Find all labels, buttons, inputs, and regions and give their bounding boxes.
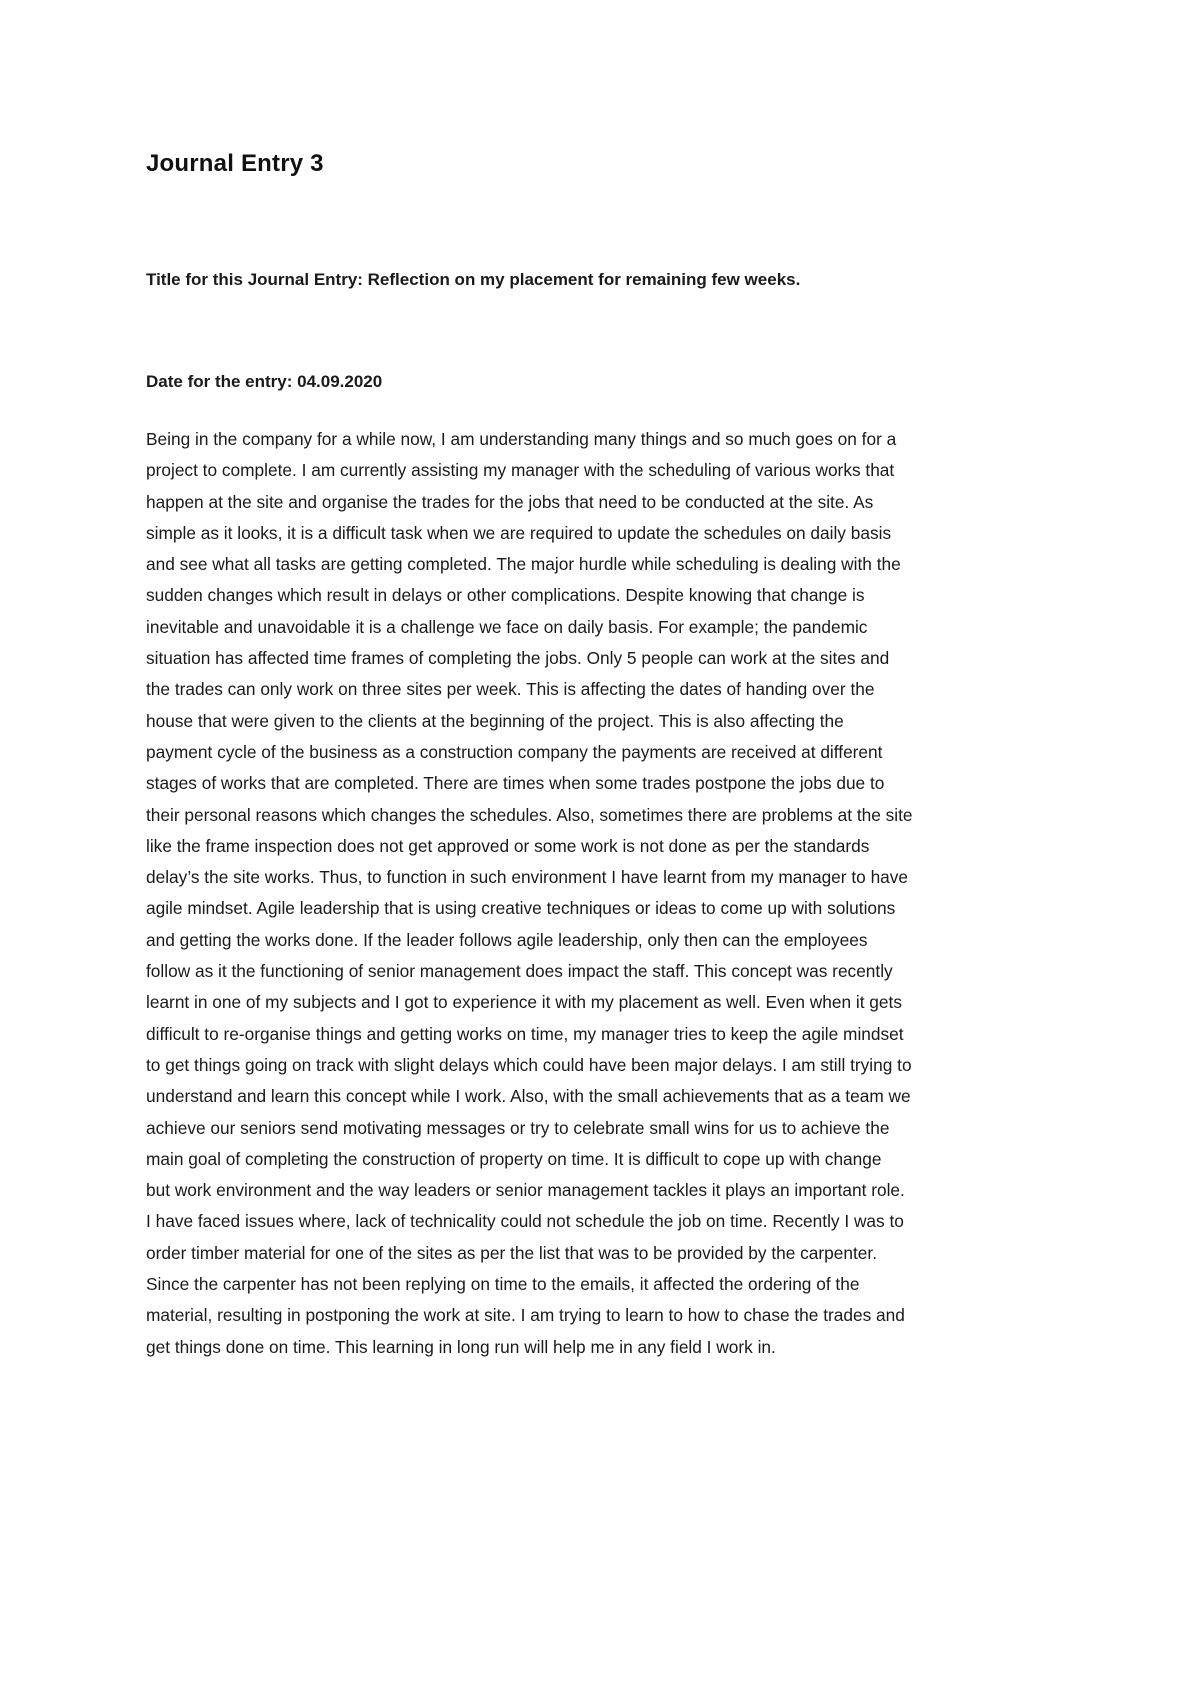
body-text-line: and getting the works done. If the leader follows agile leadership, only then can the employees [146,929,868,950]
journal-date-line: Date for the entry: 04.09.2020 [146,372,383,391]
body-text-line: material, resulting in postponing the work at site. I am trying to learn to how to chase the trades and [146,1305,905,1326]
body-text-line: sudden changes which result in delays or other complications. Despite knowing that change is [146,585,865,606]
body-text-line: Being in the company for a while now, I am understanding many things and so much goes on for a [146,429,897,449]
body-text-line: main goal of completing the construction of property on time. It is difficult to cope up with change [146,1148,882,1169]
journal-body-paragraph [146,424,1066,1363]
body-text-line: their personal reasons which changes the schedules. Also, sometimes there are problems at the site [146,804,913,825]
body-text-line: achieve our seniors send motivating messages or try to celebrate small wins for us to achieve the [146,1117,890,1138]
body-text-line: follow as it the functioning of senior management does impact the staff. This concept was recently [146,961,893,982]
body-text-line: learnt in one of my subjects and I got to experience it with my placement as well. Even when it gets [146,992,902,1013]
body-text-line: stages of works that are completed. There are times when some trades postpone the jobs due to [146,773,885,794]
body-text-line: to get things going on track with slight delays which could have been major delays. I am still trying to [146,1054,912,1075]
body-text-line: situation has affected time frames of completing the jobs. Only 5 people can work at the sites and [146,648,890,669]
body-text-line: understand and learn this concept while I work. Also, with the small achievements that as a team we [146,1086,911,1107]
body-text-line: difficult to re-organise things and getting works on time, my manager tries to keep the agile mindset [146,1023,904,1044]
body-text-line: happen at the site and organise the trades for the jobs that need to be conducted at the site. As [146,491,874,512]
body-text-line: the trades can only work on three sites per week. This is affecting the dates of handing over the [146,679,875,700]
body-text-line: inevitable and unavoidable it is a challenge we face on daily basis. For example; the pandemic [146,616,868,637]
body-text-line: like the frame inspection does not get approved or some work is not done as per the standards [146,835,870,856]
body-text-line: delay’s the site works. Thus, to function in such environment I have learnt from my manager to have [146,867,909,888]
body-text-line: I have faced issues where, lack of technicality could not schedule the job on time. Recently I was to [146,1211,904,1232]
body-text-line: agile mindset. Agile leadership that is using creative techniques or ideas to come up with solutions [146,898,896,919]
body-text-line: get things done on time. This learning in long run will help me in any field I work in. [146,1336,776,1357]
body-text-line: and see what all tasks are getting completed. The major hurdle while scheduling is dealing with the [146,554,901,575]
body-text-line: house that were given to the clients at the beginning of the project. This is also affecting the [146,710,844,731]
body-text-line: project to complete. I am currently assisting my manager with the scheduling of various works that [146,460,895,481]
body-text-line: order timber material for one of the sites as per the list that was to be provided by the carpenter. [146,1242,877,1263]
page-heading: Journal Entry 3 [146,150,324,177]
body-text-line: simple as it looks, it is a difficult task when we are required to update the schedules on daily basis [146,522,892,543]
body-text-line: Since the carpenter has not been replying on time to the emails, it affected the ordering of the [146,1274,860,1295]
journal-title-line: Title for this Journal Entry: Reflection on my placement for remaining few weeks. [146,270,801,289]
body-text-line: payment cycle of the business as a construction company the payments are received at different [146,741,883,762]
body-text-line: but work environment and the way leaders or senior management tackles it plays an important role. [146,1180,905,1201]
